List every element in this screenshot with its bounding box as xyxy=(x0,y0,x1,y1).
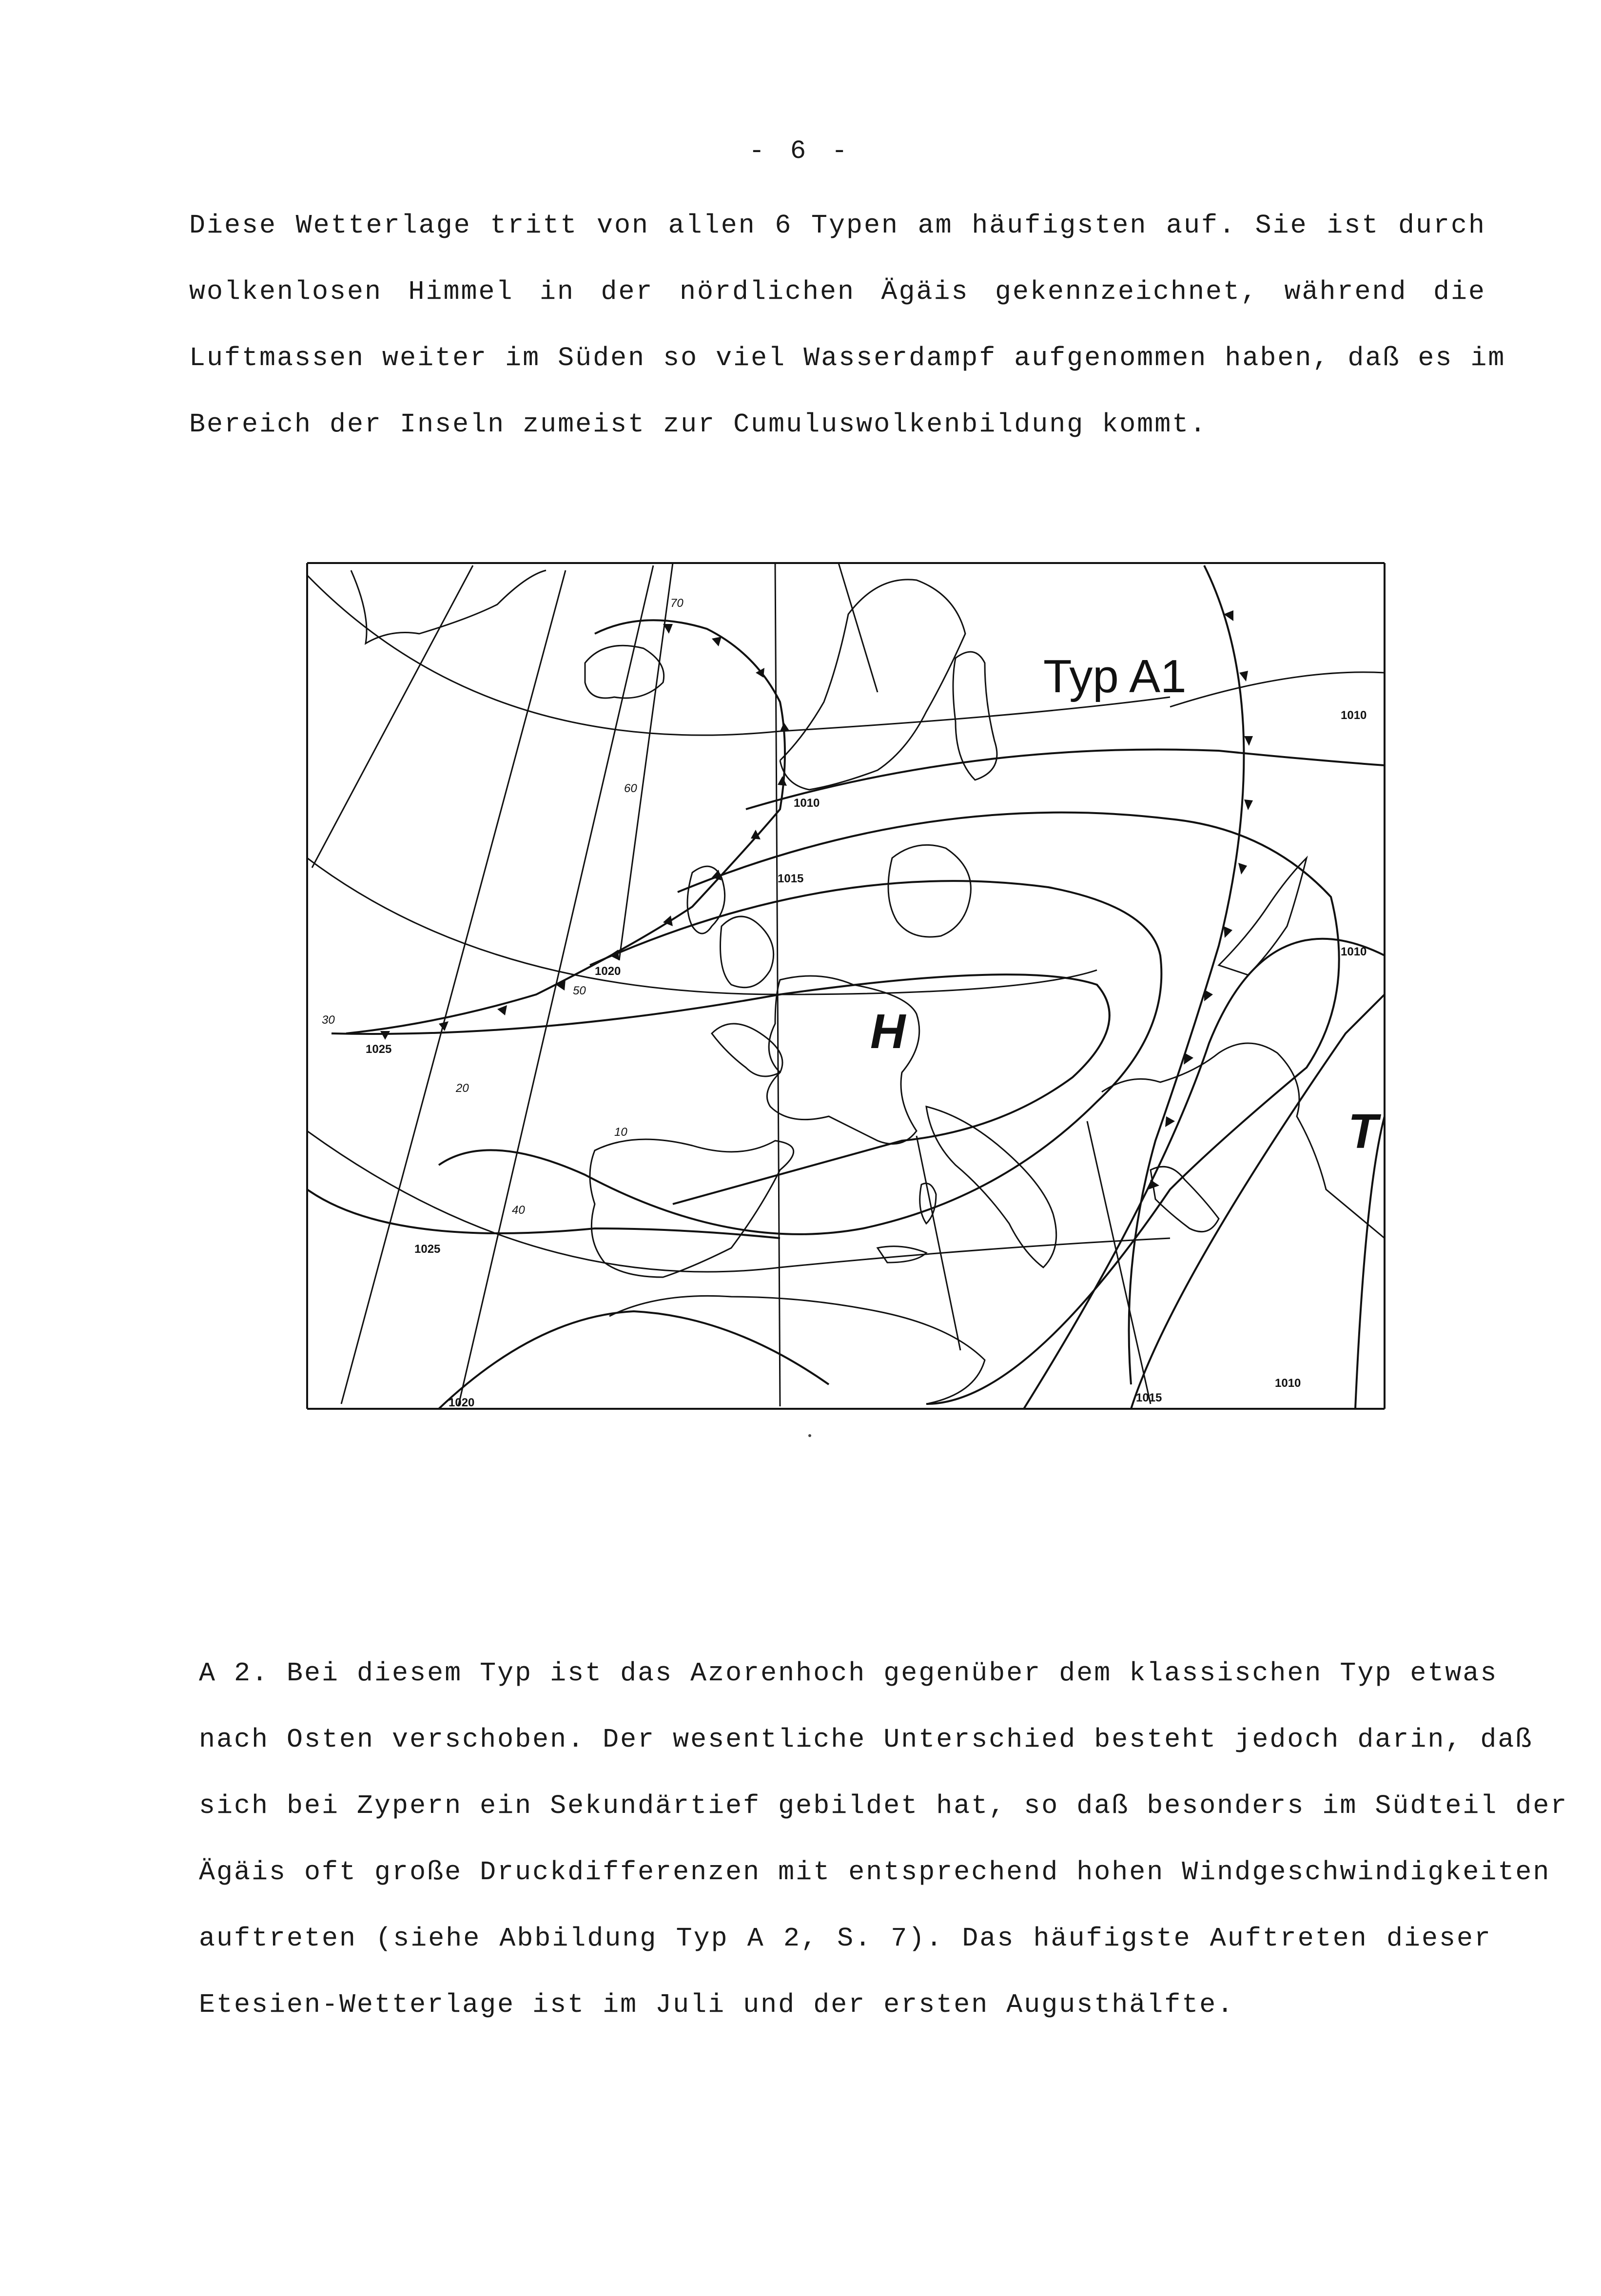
isobar-label: 1010 xyxy=(1341,945,1367,958)
weather-map-svg xyxy=(293,556,1389,1433)
text-line: wolkenlosen Himmel in der nördlichen Ägäis gekennzeichnet, während die xyxy=(189,276,1486,307)
isobar-label: 1015 xyxy=(778,872,804,885)
stray-dot xyxy=(808,1434,811,1437)
isobar-labels xyxy=(366,709,1367,1409)
grid-label: 30 xyxy=(322,1013,335,1027)
coastline-lines xyxy=(351,570,1385,1404)
paragraph-a2 xyxy=(199,1640,1568,2038)
grid-label: 40 xyxy=(512,1204,525,1217)
isobar-label: 1010 xyxy=(1341,709,1367,722)
text-line: Luftmassen weiter im Süden so viel Wasserdampf aufgenommen haben, daß es im xyxy=(189,343,1506,373)
paragraph-intro xyxy=(189,193,1506,458)
text-line: A 2. Bei diesem Typ ist das Azorenhoch gegenüber dem klassischen Typ etwas xyxy=(199,1658,1498,1689)
isobar-label: 1025 xyxy=(414,1243,441,1256)
high-pressure-label: H xyxy=(870,1004,906,1059)
grid-label: 50 xyxy=(573,984,586,997)
grid-label: 10 xyxy=(614,1126,627,1139)
isobar-label: 1020 xyxy=(449,1396,475,1409)
parallel-lines xyxy=(307,575,1385,1272)
text-line: auftreten (siehe Abbildung Typ A 2, S. 7). Das häufigste Auftreten dieser xyxy=(199,1923,1492,1954)
text-line: Diese Wetterlage tritt von allen 6 Typen am häufigsten auf. Sie ist durch xyxy=(189,210,1486,241)
grid-label: 60 xyxy=(624,782,637,795)
grid-label: 20 xyxy=(456,1082,469,1095)
grid-label: 70 xyxy=(670,597,683,610)
text-line: Etesien-Wetterlage ist im Juli und der ersten Augusthälfte. xyxy=(199,1989,1235,2020)
isobar-label: 1010 xyxy=(794,797,820,810)
text-line: Bereich der Inseln zumeist zur Cumuluswolkenbildung kommt. xyxy=(189,409,1208,440)
text-line: sich bei Zypern ein Sekundärtief gebildet hat, so daß besonders im Südteil der xyxy=(199,1790,1568,1821)
low-pressure-label: T xyxy=(1348,1104,1378,1159)
weather-map-figure xyxy=(293,556,1389,1433)
isobar-label: 1020 xyxy=(595,965,621,978)
grid-labels xyxy=(322,597,683,1217)
isobar-label: 1010 xyxy=(1275,1377,1301,1390)
isobar-label: 1015 xyxy=(1136,1391,1162,1404)
isobar-label: 1025 xyxy=(366,1043,392,1056)
text-line: Ägäis oft große Druckdifferenzen mit entsprechend hohen Windgeschwindigkeiten xyxy=(199,1857,1551,1887)
page-number: - 6 - xyxy=(748,136,853,166)
text-line: nach Osten verschoben. Der wesentliche Unterschied besteht jedoch darin, daß xyxy=(199,1724,1533,1755)
isobar-lines xyxy=(307,750,1385,1409)
map-title: Typ A1 xyxy=(1043,650,1187,702)
